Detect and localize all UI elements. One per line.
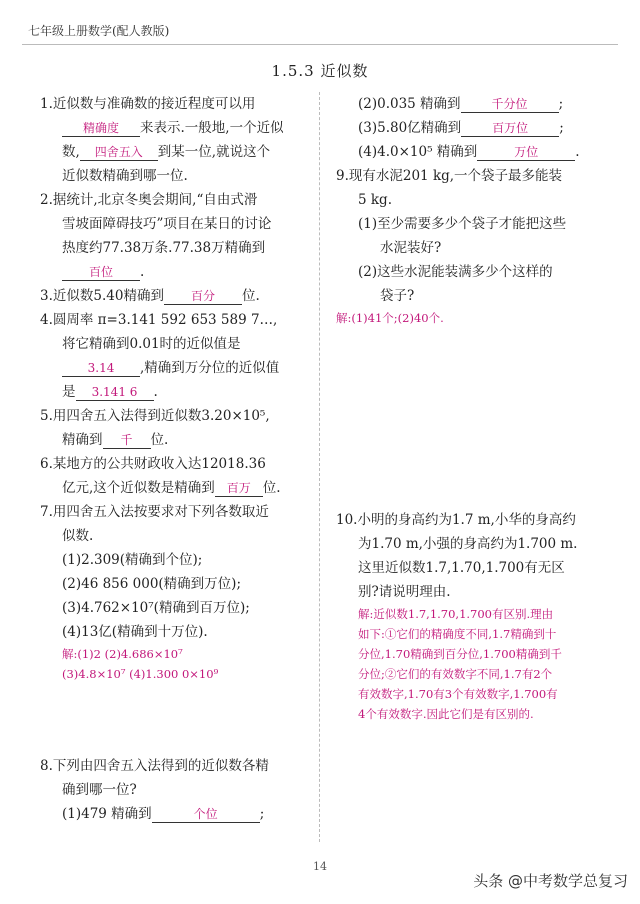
q7-item-2: (2)46 856 000(精确到万位); xyxy=(62,576,242,592)
q9-item-1: (1)至少需要多少个袋子才能把这些 xyxy=(358,216,567,232)
q4-blank-2: 3.141 6 xyxy=(76,384,154,401)
q8-text: 8.下列由四舍五入法得到的近似数各精 xyxy=(40,758,269,774)
q9-item-2b: 袋子? xyxy=(380,288,415,304)
section-title: 1.5.3 近似数 xyxy=(271,62,369,80)
question-1 xyxy=(40,92,310,188)
q1-text-2: 来表示.一般地,一个近似 xyxy=(140,120,284,136)
left-column xyxy=(40,92,310,826)
question-8-cont xyxy=(336,92,606,164)
q10-answer-line: 分位;②它们的有效数字不同,1.7有2个 xyxy=(358,667,553,681)
q3-end: 位. xyxy=(241,288,260,304)
page-number: 14 xyxy=(313,860,327,873)
q8-item-3: (3)5.80亿精确到 xyxy=(358,120,462,136)
question-7 xyxy=(40,500,310,644)
q8-end-1: ; xyxy=(259,806,265,822)
question-5 xyxy=(40,404,310,452)
question-3 xyxy=(40,284,310,308)
q10-text: 10.小明的身高约为1.7 m,小华的身高约 xyxy=(336,512,576,528)
q4-text: 4.圆周率 π=3.141 592 653 589 7…, xyxy=(40,312,278,328)
q8-blank-3: 百万位 xyxy=(461,120,559,137)
q6-end: 位. xyxy=(262,480,281,496)
q7-item-3: (3)4.762×10⁷(精确到百万位); xyxy=(62,600,250,616)
q4-text-4: 是 xyxy=(62,384,76,400)
q10-answer-line: 4个有效数字.因此它们是有区别的. xyxy=(358,707,534,721)
q8-blank-1: 个位 xyxy=(152,806,260,823)
q4-text-3: ,精确到万分位的近似值 xyxy=(140,360,280,376)
q8-blank-4: 万位 xyxy=(477,144,575,161)
q10-answer-line: 分位,1.70精确到百分位,1.700精确到千 xyxy=(358,647,562,661)
q7-answer-line-1: 解:(1)2 (2)4.686×10⁷ xyxy=(62,647,183,661)
q8-end-2: ; xyxy=(558,96,564,112)
q6-text-2: 亿元,这个近似数是精确到 xyxy=(62,480,215,496)
q8-end-3: ; xyxy=(559,120,564,136)
q10-answer xyxy=(336,604,606,724)
q10-answer-line: 有效数字,1.70有3个有效数字,1.700有 xyxy=(358,687,558,701)
q2-blank: 百位 xyxy=(62,264,140,281)
q3-blank: 百分 xyxy=(164,288,242,305)
q10-text-2: 为1.70 m,小强的身高约为1.700 m. xyxy=(358,536,578,552)
q1-text: 1.近似数与准确数的接近程度可以用 xyxy=(40,96,256,112)
q8-text-2: 确到哪一位? xyxy=(62,782,137,798)
q7-item-1: (1)2.309(精确到个位); xyxy=(62,552,203,568)
q8-item-1: (1)479 精确到 xyxy=(62,806,152,822)
q1-blank-1: 精确度 xyxy=(62,120,140,137)
question-6 xyxy=(40,452,310,500)
q1-blank-2: 四舍五入 xyxy=(80,144,158,161)
q10-text-3: 这里近似数1.7,1.70,1.700有无区 xyxy=(358,560,565,576)
running-header: 七年级上册数学(配人教版) xyxy=(28,24,170,38)
q9-item-2: (2)这些水泥能装满多少个这样的 xyxy=(358,264,553,280)
q2-text-3: 热度约77.38万条.77.38万精确到 xyxy=(62,240,266,256)
q6-text: 6.某地方的公共财政收入达12018.36 xyxy=(40,456,266,472)
q9-answer: 解:(1)41个;(2)40个. xyxy=(336,311,444,325)
q1-text-3: 数, xyxy=(62,144,80,160)
q6-blank: 百万 xyxy=(215,480,263,497)
q7-answer-line-2: (3)4.8×10⁷ (4)1.300 0×10⁹ xyxy=(62,667,219,681)
q7-item-4: (4)13亿(精确到十万位). xyxy=(62,624,208,640)
q7-answer xyxy=(40,644,310,684)
q7-text: 7.用四舍五入法按要求对下列各数取近 xyxy=(40,504,269,520)
q1-text-5: 近似数精确到哪一位. xyxy=(62,168,188,184)
q7-text-2: 似数. xyxy=(62,528,94,544)
q2-text: 2.据统计,北京冬奥会期间,“自由式滑 xyxy=(40,192,258,208)
q2-text-2: 雪坡面障碍技巧”项目在某日的讨论 xyxy=(62,216,272,232)
q4-blank-1: 3.14 xyxy=(62,360,140,377)
question-2 xyxy=(40,188,310,284)
q5-text: 5.用四舍五入法得到近似数3.20×10⁵, xyxy=(40,408,270,424)
q4-text-2: 将它精确到0.01时的近似值是 xyxy=(62,336,241,352)
right-column xyxy=(336,92,606,724)
q4-end: . xyxy=(153,384,158,400)
q10-answer-line: 如下:①它们的精确度不同,1.7精确到十 xyxy=(358,627,557,641)
q8-blank-2: 千分位 xyxy=(461,96,559,113)
question-8 xyxy=(40,754,310,826)
column-divider xyxy=(319,92,320,842)
q9-text: 9.现有水泥201 kg,一个袋子最多能装 xyxy=(336,168,563,184)
question-9 xyxy=(336,164,606,308)
q2-end: . xyxy=(140,264,145,280)
q1-text-4: 到某一位,就说这个 xyxy=(157,144,271,160)
header-rule xyxy=(22,44,618,45)
q8-item-2: (2)0.035 精确到 xyxy=(358,96,461,112)
watermark-text: 头条 @中考数学总复习 xyxy=(473,872,628,890)
q8-item-4: (4)4.0×10⁵ 精确到 xyxy=(358,144,478,160)
q3-text: 3.近似数5.40精确到 xyxy=(40,288,164,304)
q5-blank: 千 xyxy=(103,432,151,449)
q5-text-2: 精确到 xyxy=(62,432,103,448)
q9-text-2: 5 kg. xyxy=(358,192,392,208)
q5-end: 位. xyxy=(150,432,169,448)
question-10 xyxy=(336,508,606,604)
q10-answer-line: 解:近似数1.7,1.70,1.700有区别.理由 xyxy=(358,607,554,621)
q9-item-1b: 水泥装好? xyxy=(380,240,442,256)
q10-text-4: 别?请说明理由. xyxy=(358,584,451,600)
question-4 xyxy=(40,308,310,404)
q8-end-4: . xyxy=(575,144,580,160)
